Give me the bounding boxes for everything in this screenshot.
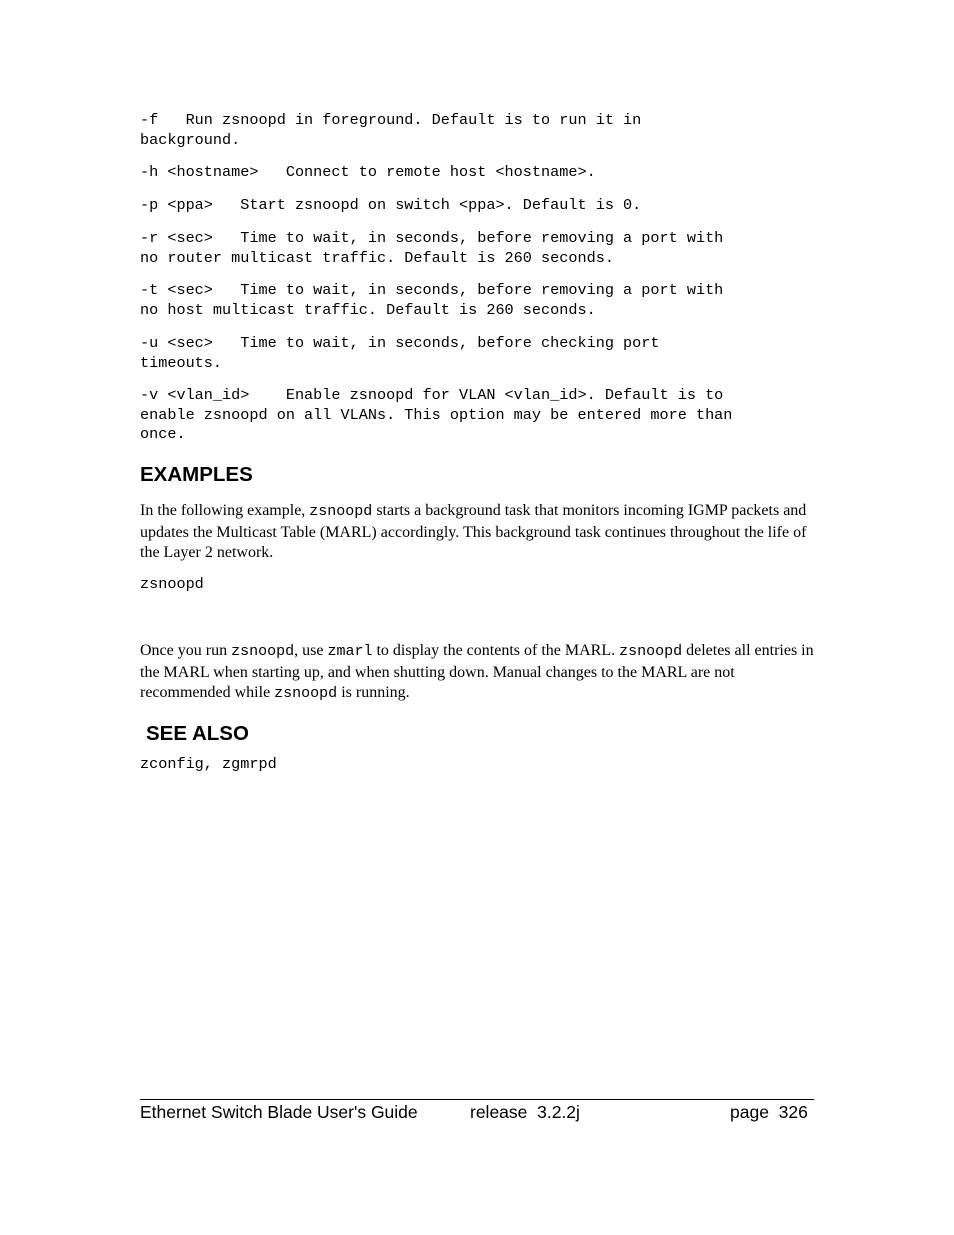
option-t bbox=[140, 281, 723, 320]
option-f bbox=[140, 111, 641, 150]
option-f-line2: background. bbox=[140, 130, 241, 149]
footer-rule bbox=[140, 1099, 814, 1100]
option-v-line3: once. bbox=[140, 425, 186, 443]
option-r bbox=[140, 229, 723, 268]
example-command: zsnoopd bbox=[140, 575, 204, 593]
footer-title: Ethernet Switch Blade User's Guide bbox=[140, 1102, 418, 1122]
see-also-list: zconfig, zgmrpd bbox=[140, 755, 277, 773]
option-u-line1: -u <sec> Time to wait, in seconds, before checking port bbox=[140, 334, 660, 352]
option-f-line1: -f Run zsnoopd in foreground. Default is to run it in bbox=[140, 111, 642, 129]
examples-paragraph-2 bbox=[140, 641, 814, 705]
option-v-line2: enable zsnoopd on all VLANs. This option may be entered more than bbox=[140, 405, 733, 424]
text-run: deletes all entries in the MARL when starting up, and when shutting down. Manual changes to the MARL are not recommended while bbox=[140, 642, 814, 701]
text-run: In the following example, bbox=[140, 502, 310, 519]
inline-code: zsnoopd bbox=[309, 503, 373, 520]
see-also-heading: SEE ALSO bbox=[146, 722, 249, 745]
option-t-line1: -t <sec> Time to wait, in seconds, before removing a port with bbox=[140, 281, 724, 299]
text-run: starts a background task that monitors incoming IGMP packets and updates the Multicast Table (MARL) accordingly. This background task continues throughout the life of the Layer 2 network. bbox=[140, 502, 807, 561]
examples-heading: EXAMPLES bbox=[140, 463, 253, 486]
option-u bbox=[140, 334, 660, 373]
footer-page-number: page 326 bbox=[730, 1102, 808, 1122]
footer-release: release 3.2.2j bbox=[470, 1102, 580, 1122]
inline-code: zsnoopd bbox=[619, 643, 683, 660]
option-r-line2: no router multicast traffic. Default is 260 seconds. bbox=[140, 248, 614, 267]
option-p bbox=[140, 196, 641, 216]
text-run: to display the contents of the MARL. bbox=[372, 642, 620, 659]
option-u-line2: timeouts. bbox=[140, 353, 223, 372]
option-h bbox=[140, 163, 596, 183]
inline-code: zsnoopd bbox=[231, 643, 295, 660]
option-v bbox=[140, 386, 732, 445]
option-h-line1: -h <hostname> Connect to remote host <hostname>. bbox=[140, 163, 596, 181]
text-run: Once you run bbox=[140, 642, 232, 659]
text-run: , use bbox=[294, 642, 328, 659]
option-v-line1: -v <vlan_id> Enable zsnoopd for VLAN <vlan_id>. Default is to bbox=[140, 386, 724, 404]
text-run: is running. bbox=[337, 684, 410, 701]
inline-code: zmarl bbox=[327, 643, 373, 660]
option-r-line1: -r <sec> Time to wait, in seconds, before removing a port with bbox=[140, 229, 724, 247]
option-p-line1: -p <ppa> Start zsnoopd on switch <ppa>. Default is 0. bbox=[140, 196, 642, 214]
option-t-line2: no host multicast traffic. Default is 260 seconds. bbox=[140, 300, 596, 319]
examples-paragraph-1 bbox=[140, 501, 814, 564]
inline-code: zsnoopd bbox=[274, 685, 338, 702]
